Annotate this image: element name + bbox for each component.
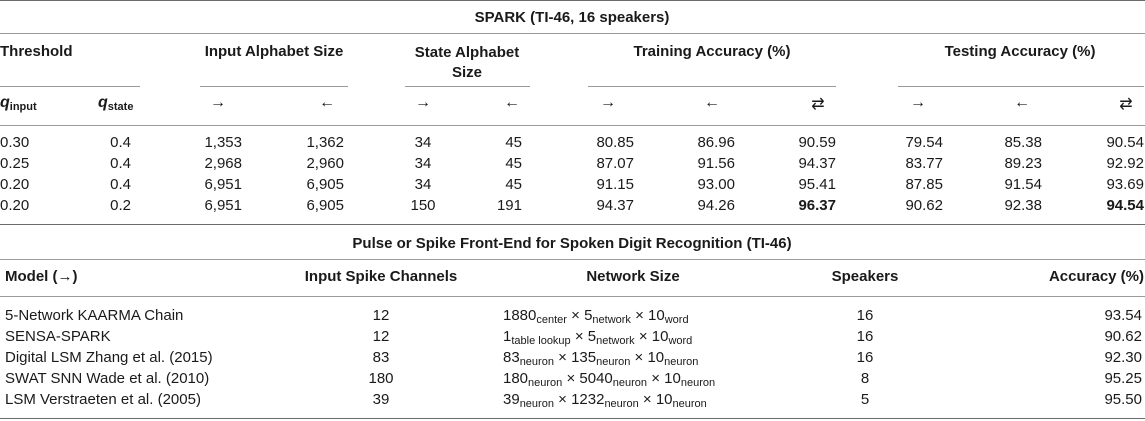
- arrow-backward-icon: ←: [704, 94, 720, 111]
- table1-top-rule: [0, 0, 1145, 1]
- testing-forward-cell: 79.54: [905, 134, 943, 151]
- testing-backward-cell: 89.23: [1004, 155, 1042, 172]
- accuracy-cell: 92.30: [1104, 349, 1142, 366]
- network-factor-unit: neuron: [612, 377, 648, 389]
- training-forward-cell: 94.37: [596, 197, 634, 214]
- network-factor-unit: neuron: [664, 356, 699, 368]
- network-factor-unit: network: [596, 335, 635, 347]
- group-rule-training: [588, 86, 836, 87]
- q-symbol: q: [98, 94, 108, 111]
- model-cell: LSM Verstraeten et al. (2005): [5, 391, 201, 408]
- network-size-cell: [503, 307, 689, 326]
- training-forward-cell: 91.15: [596, 176, 634, 193]
- training-backward-cell: 94.26: [697, 197, 735, 214]
- network-factor-unit: neuron: [596, 356, 631, 368]
- input-backward-cell: 1,362: [306, 134, 344, 151]
- network-factor: 10: [651, 328, 669, 345]
- header-training-accuracy: Training Accuracy (%): [633, 43, 791, 60]
- q-state-cell: 0.4: [110, 176, 131, 193]
- speakers-cell: 16: [856, 349, 874, 366]
- model-cell: 5-Network KAARMA Chain: [5, 307, 184, 324]
- network-size-cell: [503, 391, 707, 410]
- table1-title: SPARK (TI-46, 16 speakers): [474, 9, 670, 26]
- q-input-subscript: input: [9, 101, 37, 113]
- training-backward-cell: 86.96: [697, 134, 735, 151]
- header-testing-accuracy: Testing Accuracy (%): [944, 43, 1096, 60]
- header-q-state: [98, 94, 133, 113]
- testing-backward-cell: 92.38: [1004, 197, 1042, 214]
- accuracy-cell: 90.62: [1104, 328, 1142, 345]
- input-backward-cell: 6,905: [306, 197, 344, 214]
- network-factor: 10: [648, 307, 665, 324]
- channels-cell: 83: [372, 349, 390, 366]
- accuracy-cell: 95.50: [1104, 391, 1142, 408]
- testing-both-cell: 92.92: [1106, 155, 1144, 172]
- network-factor: 10: [655, 391, 673, 408]
- network-factor: 1: [503, 328, 512, 345]
- times-sign: ×: [638, 391, 656, 408]
- input-backward-cell: 2,960: [306, 155, 344, 172]
- network-size-cell: [503, 349, 698, 368]
- table2-title-rule: [0, 259, 1145, 260]
- q-input-cell: 0.20: [0, 176, 30, 193]
- arrow-backward-icon: ←: [504, 94, 520, 111]
- arrow-forward-icon: →: [910, 94, 926, 111]
- accuracy-cell: 93.54: [1104, 307, 1142, 324]
- network-factor: 5: [584, 307, 593, 324]
- header-model: Model (→): [5, 268, 78, 285]
- state-backward-cell: 45: [505, 134, 522, 151]
- state-forward-cell: 150: [410, 197, 436, 214]
- group-rule-state: [405, 86, 530, 87]
- training-both-cell-best: 96.37: [798, 197, 836, 214]
- group-rule-input: [200, 86, 348, 87]
- training-backward-cell: 91.56: [697, 155, 735, 172]
- channels-cell: 12: [372, 307, 390, 324]
- training-both-cell: 94.37: [798, 155, 836, 172]
- arrow-both-icon: ⇄: [1119, 96, 1133, 113]
- input-backward-cell: 6,905: [306, 176, 344, 193]
- network-factor: 83: [503, 349, 520, 366]
- q-input-cell: 0.30: [0, 134, 30, 151]
- q-state-cell: 0.4: [110, 134, 131, 151]
- header-input-alphabet: Input Alphabet Size: [204, 43, 344, 60]
- times-sign: ×: [553, 349, 572, 366]
- table2-title: Pulse or Spike Front-End for Spoken Digit Recognition (TI-46): [352, 235, 792, 252]
- q-state-cell: 0.4: [110, 155, 131, 172]
- arrow-backward-icon: ←: [319, 94, 335, 111]
- table1-bottom-rule: [0, 224, 1145, 225]
- state-backward-cell: 45: [505, 155, 522, 172]
- testing-backward-cell: 85.38: [1004, 134, 1042, 151]
- network-factor-unit: neuron: [672, 398, 707, 410]
- network-factor-unit: word: [664, 314, 689, 326]
- table2-bottom-rule: [0, 418, 1145, 419]
- header-network-size: Network Size: [586, 268, 680, 285]
- training-forward-cell: 80.85: [596, 134, 634, 151]
- header-q-input: [0, 94, 37, 113]
- network-factor-unit: table lookup: [511, 335, 571, 347]
- arrow-backward-icon: ←: [1014, 94, 1030, 111]
- testing-forward-cell: 87.85: [905, 176, 943, 193]
- channels-cell: 39: [372, 391, 390, 408]
- network-factor: 1880: [503, 307, 537, 324]
- testing-both-cell: 90.54: [1106, 134, 1144, 151]
- arrow-forward-icon: →: [600, 94, 616, 111]
- input-forward-cell: 6,951: [204, 176, 242, 193]
- input-forward-cell: 2,968: [204, 155, 242, 172]
- network-factor-unit: neuron: [604, 398, 639, 410]
- state-forward-cell: 34: [414, 155, 432, 172]
- model-cell: Digital LSM Zhang et al. (2015): [5, 349, 213, 366]
- header-state-alphabet: State Alphabet Size: [414, 44, 520, 81]
- channels-cell: 12: [372, 328, 390, 345]
- arrow-both-icon: ⇄: [811, 96, 825, 113]
- training-forward-cell: 87.07: [596, 155, 634, 172]
- speakers-cell: 16: [856, 328, 874, 345]
- header-speakers: Speakers: [831, 268, 899, 285]
- speakers-cell: 8: [860, 370, 870, 387]
- testing-forward-cell: 83.77: [905, 155, 943, 172]
- table2-header-rule: [0, 296, 1145, 297]
- group-rule-threshold: [0, 86, 140, 87]
- network-factor: 135: [571, 349, 597, 366]
- table1-header-rule: [0, 125, 1145, 126]
- network-factor-unit: network: [592, 314, 631, 326]
- testing-both-cell-best: 94.54: [1106, 197, 1144, 214]
- training-backward-cell: 93.00: [697, 176, 735, 193]
- times-sign: ×: [553, 391, 572, 408]
- network-factor-unit: center: [536, 314, 567, 326]
- network-factor: 39: [503, 391, 520, 408]
- times-sign: ×: [562, 370, 580, 387]
- times-sign: ×: [630, 307, 649, 324]
- state-forward-cell: 34: [414, 134, 432, 151]
- network-factor: 180: [503, 370, 529, 387]
- network-size-cell: [503, 370, 715, 389]
- times-sign: ×: [647, 370, 665, 387]
- q-symbol: q: [0, 94, 10, 111]
- arrow-forward-icon: →: [210, 94, 226, 111]
- q-state-cell: 0.2: [110, 197, 131, 214]
- training-both-cell: 90.59: [798, 134, 836, 151]
- accuracy-cell: 95.25: [1104, 370, 1142, 387]
- testing-forward-cell: 90.62: [905, 197, 943, 214]
- network-factor-unit: word: [668, 335, 693, 347]
- header-threshold: Threshold: [0, 43, 73, 60]
- network-factor: 5040: [579, 370, 613, 387]
- times-sign: ×: [566, 307, 585, 324]
- network-size-cell: [503, 328, 692, 347]
- q-input-cell: 0.25: [0, 155, 30, 172]
- times-sign: ×: [630, 349, 648, 366]
- group-rule-testing: [898, 86, 1144, 87]
- q-state-subscript: state: [107, 101, 134, 113]
- channels-cell: 180: [368, 370, 394, 387]
- q-input-cell: 0.20: [0, 197, 30, 214]
- header-accuracy: Accuracy (%): [1048, 268, 1144, 285]
- header-input-spike-channels: Input Spike Channels: [304, 268, 458, 285]
- testing-both-cell: 93.69: [1106, 176, 1144, 193]
- table1-title-rule: [0, 33, 1145, 34]
- speakers-cell: 16: [856, 307, 874, 324]
- input-forward-cell: 6,951: [204, 197, 242, 214]
- model-cell: SENSA-SPARK: [5, 328, 111, 345]
- arrow-forward-icon: →: [415, 94, 431, 111]
- network-factor: 10: [664, 370, 681, 387]
- testing-backward-cell: 91.54: [1004, 176, 1042, 193]
- network-factor-unit: neuron: [519, 398, 554, 410]
- state-backward-cell: 191: [496, 197, 522, 214]
- network-factor: 5: [587, 328, 597, 345]
- times-sign: ×: [634, 328, 652, 345]
- model-cell: SWAT SNN Wade et al. (2010): [5, 370, 210, 387]
- network-factor-unit: neuron: [680, 377, 716, 389]
- speakers-cell: 5: [860, 391, 870, 408]
- network-factor: 10: [647, 349, 665, 366]
- state-forward-cell: 34: [414, 176, 432, 193]
- state-backward-cell: 45: [505, 176, 522, 193]
- network-factor: 1232: [571, 391, 605, 408]
- times-sign: ×: [570, 328, 588, 345]
- network-factor-unit: neuron: [519, 356, 554, 368]
- input-forward-cell: 1,353: [204, 134, 242, 151]
- training-both-cell: 95.41: [798, 176, 836, 193]
- network-factor-unit: neuron: [528, 377, 563, 389]
